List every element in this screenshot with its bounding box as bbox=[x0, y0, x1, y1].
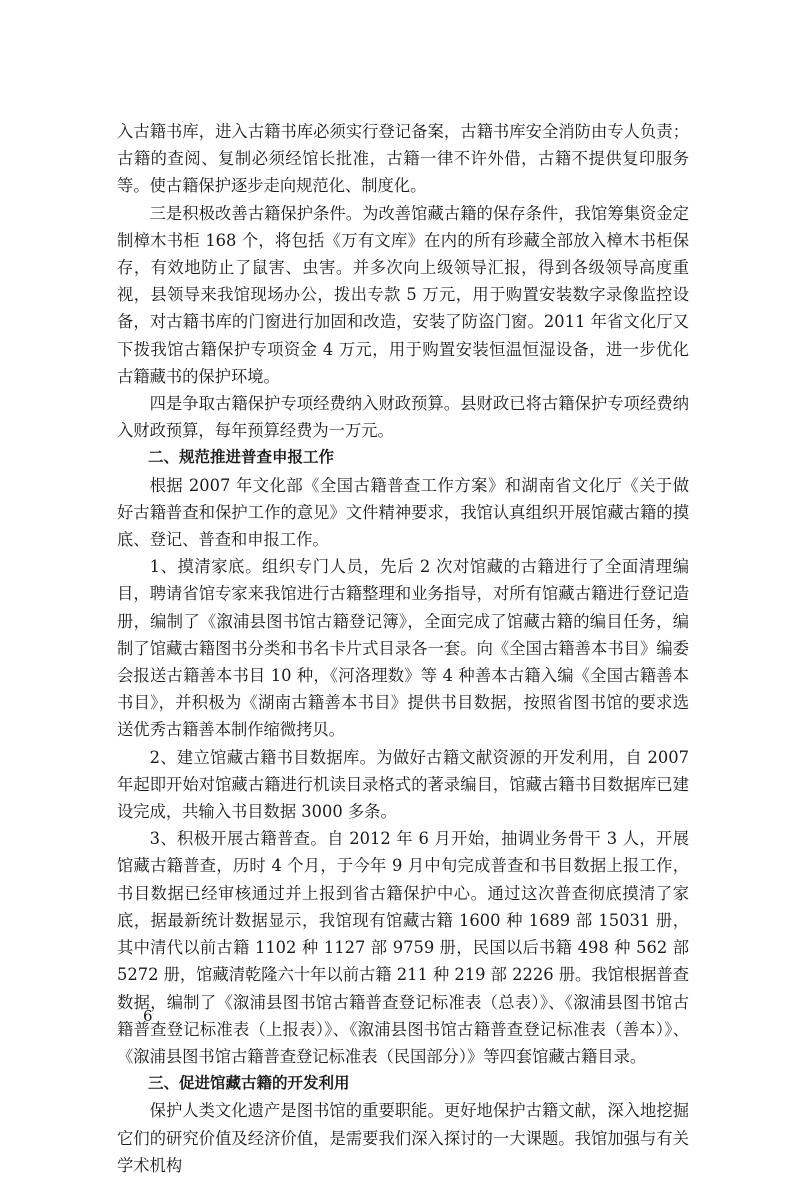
paragraph-5: 1、摸清家底。组织专门人员，先后 2 次对馆藏的古籍进行了全面清理编目，聘请省馆专家来我馆进行古籍整理和业务指导，对所有馆藏古籍进行登记造册，编制了《溆浦县图书馆古籍登记簿》，全面完成了馆藏古籍的编目任务，编制了馆藏古籍图书分类和书名卡片式目录各一套。向《全国古籍善本书目》编委会报送古籍善本书目 10 种，《河洛理数》等 4 种善本古籍入编《全国古籍善本书目》，并积极为《湖南古籍善本书目》提供书目数据，按照省图书馆的要求选送优秀古籍善本制作缩微拷贝。 bbox=[117, 557, 689, 740]
paragraph-1: 入古籍书库，进入古籍书库必须实行登记备案，古籍书库安全消防由专人负责；古籍的查阅、复制必须经馆长批准，古籍一律不许外借，古籍不提供复印服务等。使古籍保护逐步走向规范化、制度化。 bbox=[117, 122, 689, 196]
paragraph-4: 根据 2007 年文化部《全国古籍普查工作方案》和湖南省文化厅《关于做好古籍普查和保护工作的意见》文件精神要求，我馆认真组织开展馆藏古籍的摸底、登记、普查和申报工作。 bbox=[117, 475, 689, 550]
body-text bbox=[117, 118, 689, 1179]
paragraph-7: 3、积极开展古籍普查。自 2012 年 6 月开始，抽调业务骨干 3 人，开展馆藏古籍普查，历时 4 个月，于今年 9 月中旬完成普查和书目数据上报工作，书目数据已经审核通过并上报到省古籍保护中心。通过这次普查彻底摸清了家底，据最新统计数据显示，我馆现有馆藏古籍 1600 种 1689 部 15031 册，其中清代以前古籍 1102 种 1127 部 9759 册，民国以后书籍 498 种 562 部 5272 册，馆藏清乾隆六十年以前古籍 211 种 219 部 2226 册。我馆根据普查数据，编制了《溆浦县图书馆古籍普查登记标准表（总表）》、《溆浦县图书馆古籍普查登记标准表（上报表）》、《溆浦县图书馆古籍普查登记标准表（善本）》、《溆浦县图书馆古籍普查登记标准表（民国部分）》等四套馆藏古籍目录。 bbox=[117, 829, 690, 1066]
section-heading-2: 二、规范推进普查申报工作 bbox=[148, 448, 335, 467]
section-heading-3: 三、促进馆藏古籍的开发利用 bbox=[148, 1074, 350, 1093]
paragraph-8: 保护人类文化遗产是图书馆的重要职能。更好地保护古籍文献，深入地挖掘它们的研究价值及经济价值，是需要我们深入探讨的一大课题。我馆加强与有关学术机构 bbox=[117, 1101, 689, 1175]
page-number: 6 bbox=[143, 1007, 153, 1025]
paragraph-6: 2、建立馆藏古籍书目数据库。为做好古籍文献资源的开发利用，自 2007 年起即开始对馆藏古籍进行机读目录格式的著录编目，馆藏古籍书目数据库已建设完成，共输入书目数据 3000 多条。 bbox=[117, 747, 689, 822]
paragraph-3: 四是争取古籍保护专项经费纳入财政预算。县财政已将古籍保护专项经费纳入财政预算，每年预算经费为一万元。 bbox=[117, 394, 689, 441]
paragraph-2: 三是积极改善古籍保护条件。为改善馆藏古籍的保存条件，我馆筹集资金定制樟木书柜 168 个，将包括《万有文库》在内的所有珍藏全部放入樟木书柜保存，有效地防止了鼠害、虫害。并多次向上级领导汇报，得到各级领导高度重视，县领导来我馆现场办公，拨出专款 5 万元，用于购置安装数字录像监控设备，对古籍书库的门窗进行加固和改造，安装了防盗门窗。2011 年省文化厅又下拨我馆古籍保护专项资金 4 万元，用于购置安装恒温恒湿设备，进一步优化古籍藏书的保护环境。 bbox=[117, 203, 689, 386]
